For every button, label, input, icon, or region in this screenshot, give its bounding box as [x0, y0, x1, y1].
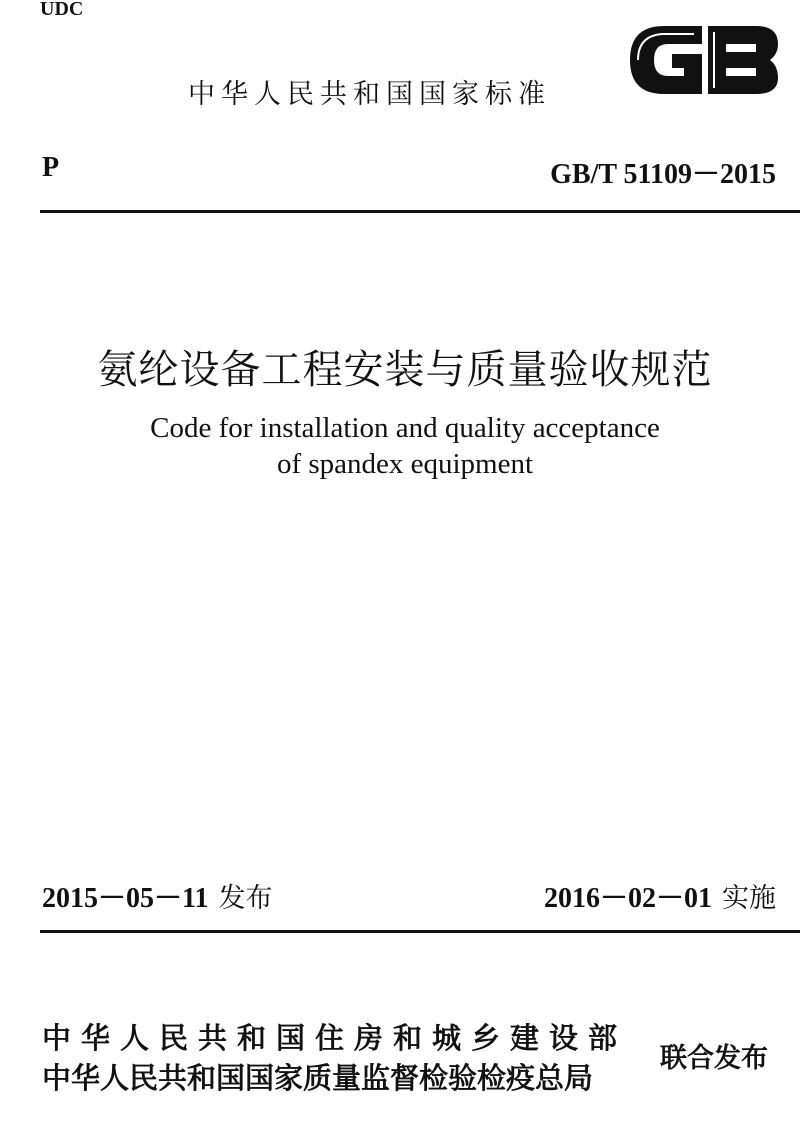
implement-date	[544, 876, 776, 916]
issue-date	[42, 876, 272, 916]
implement-date-value: 2016－02－01	[543, 883, 712, 914]
issuer-org-1: 中华人民共和国住房和城乡建设部	[42, 1021, 628, 1055]
title-chinese: 氨纶设备工程安装与质量验收规范	[97, 347, 713, 393]
standard-code: GB/T 51109－2015	[550, 159, 776, 190]
bottom-divider	[40, 930, 800, 933]
title-english-line1: Code for installation and quality acceptance	[150, 412, 660, 444]
implement-label: 实施	[722, 883, 776, 914]
udc-label: UDC	[40, 0, 84, 20]
issuer-org-2: 中华人民共和国国家质量监督检验检疫总局	[42, 1061, 594, 1095]
joint-issue-label: 联合发布	[660, 1043, 768, 1074]
gb-logo	[628, 24, 780, 96]
issue-date-value: 2015－05－11	[42, 883, 209, 914]
classification-code: P	[42, 152, 60, 183]
title-english-line2: of spandex equipment	[276, 448, 534, 480]
issue-label: 发布	[218, 883, 273, 914]
standard-type: 中华人民共和国国家标准	[188, 79, 551, 110]
top-divider	[40, 210, 800, 213]
